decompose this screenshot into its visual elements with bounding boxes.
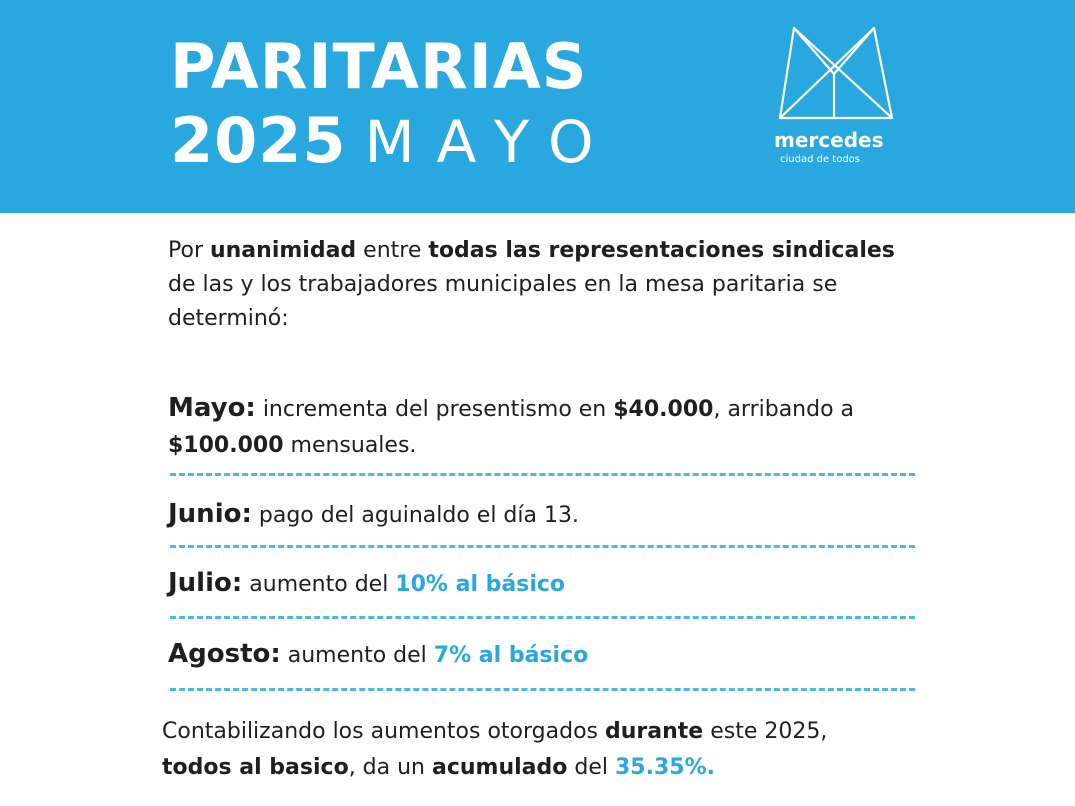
item-julio: [168, 565, 928, 603]
closing-text-4: del: [567, 755, 615, 780]
item-mayo-text-3: mensuales.: [283, 433, 417, 458]
item-julio-label: Julio:: [168, 568, 243, 598]
item-agosto: [168, 636, 928, 674]
closing-paragraph: [162, 714, 982, 786]
closing-bold-basico: todos al basico: [162, 755, 349, 780]
item-mayo-amount-1: $40.000: [613, 397, 714, 422]
item-mayo: [168, 390, 928, 464]
intro-paragraph: [168, 234, 928, 336]
item-junio: [168, 496, 928, 534]
divider: [170, 688, 915, 691]
item-junio-label: Junio:: [168, 499, 252, 529]
intro-text-1: Por: [168, 238, 210, 263]
intro-text-2: entre: [356, 238, 429, 263]
title-line-2: [170, 104, 616, 177]
title-year: 2025: [170, 104, 347, 177]
mercedes-m-icon: [776, 22, 896, 122]
logo-wordmark: mercedes: [774, 128, 884, 152]
title-line-1: PARITARIAS: [170, 30, 588, 103]
closing-text-2: este 2025,: [703, 719, 828, 744]
mercedes-logo: [770, 22, 900, 172]
closing-bold-durante: durante: [605, 719, 704, 744]
closing-text-1: Contabilizando los aumentos otorgados: [162, 719, 605, 744]
header-banner: [0, 0, 1075, 213]
title-month: MAYO: [364, 108, 616, 176]
item-julio-text: aumento del: [242, 572, 396, 597]
closing-total-percent: 35.35%.: [615, 755, 715, 780]
closing-bold-acumulado: acumulado: [432, 755, 568, 780]
item-junio-text: pago del aguinaldo el día 13.: [251, 503, 579, 528]
item-mayo-text-1: incrementa del presentismo en: [255, 397, 614, 422]
intro-bold-representaciones: todas las representaciones sindicales: [428, 238, 895, 263]
closing-text-3: , da un: [348, 755, 432, 780]
item-mayo-label: Mayo:: [168, 393, 256, 423]
item-agosto-highlight: 7% al básico: [433, 643, 589, 668]
intro-text-3: de las y los trabajadores municipales en la mesa paritaria se determinó:: [168, 272, 838, 331]
logo-tagline: ciudad de todos: [780, 154, 861, 165]
divider: [170, 473, 915, 476]
item-julio-highlight: 10% al básico: [395, 572, 566, 597]
item-agosto-text: aumento del: [280, 643, 434, 668]
item-agosto-label: Agosto:: [168, 639, 281, 669]
item-mayo-text-2: , arribando a: [713, 397, 855, 422]
intro-bold-unanimidad: unanimidad: [209, 238, 357, 263]
divider: [170, 616, 915, 619]
divider: [170, 545, 915, 548]
item-mayo-amount-2: $100.000: [168, 433, 284, 458]
